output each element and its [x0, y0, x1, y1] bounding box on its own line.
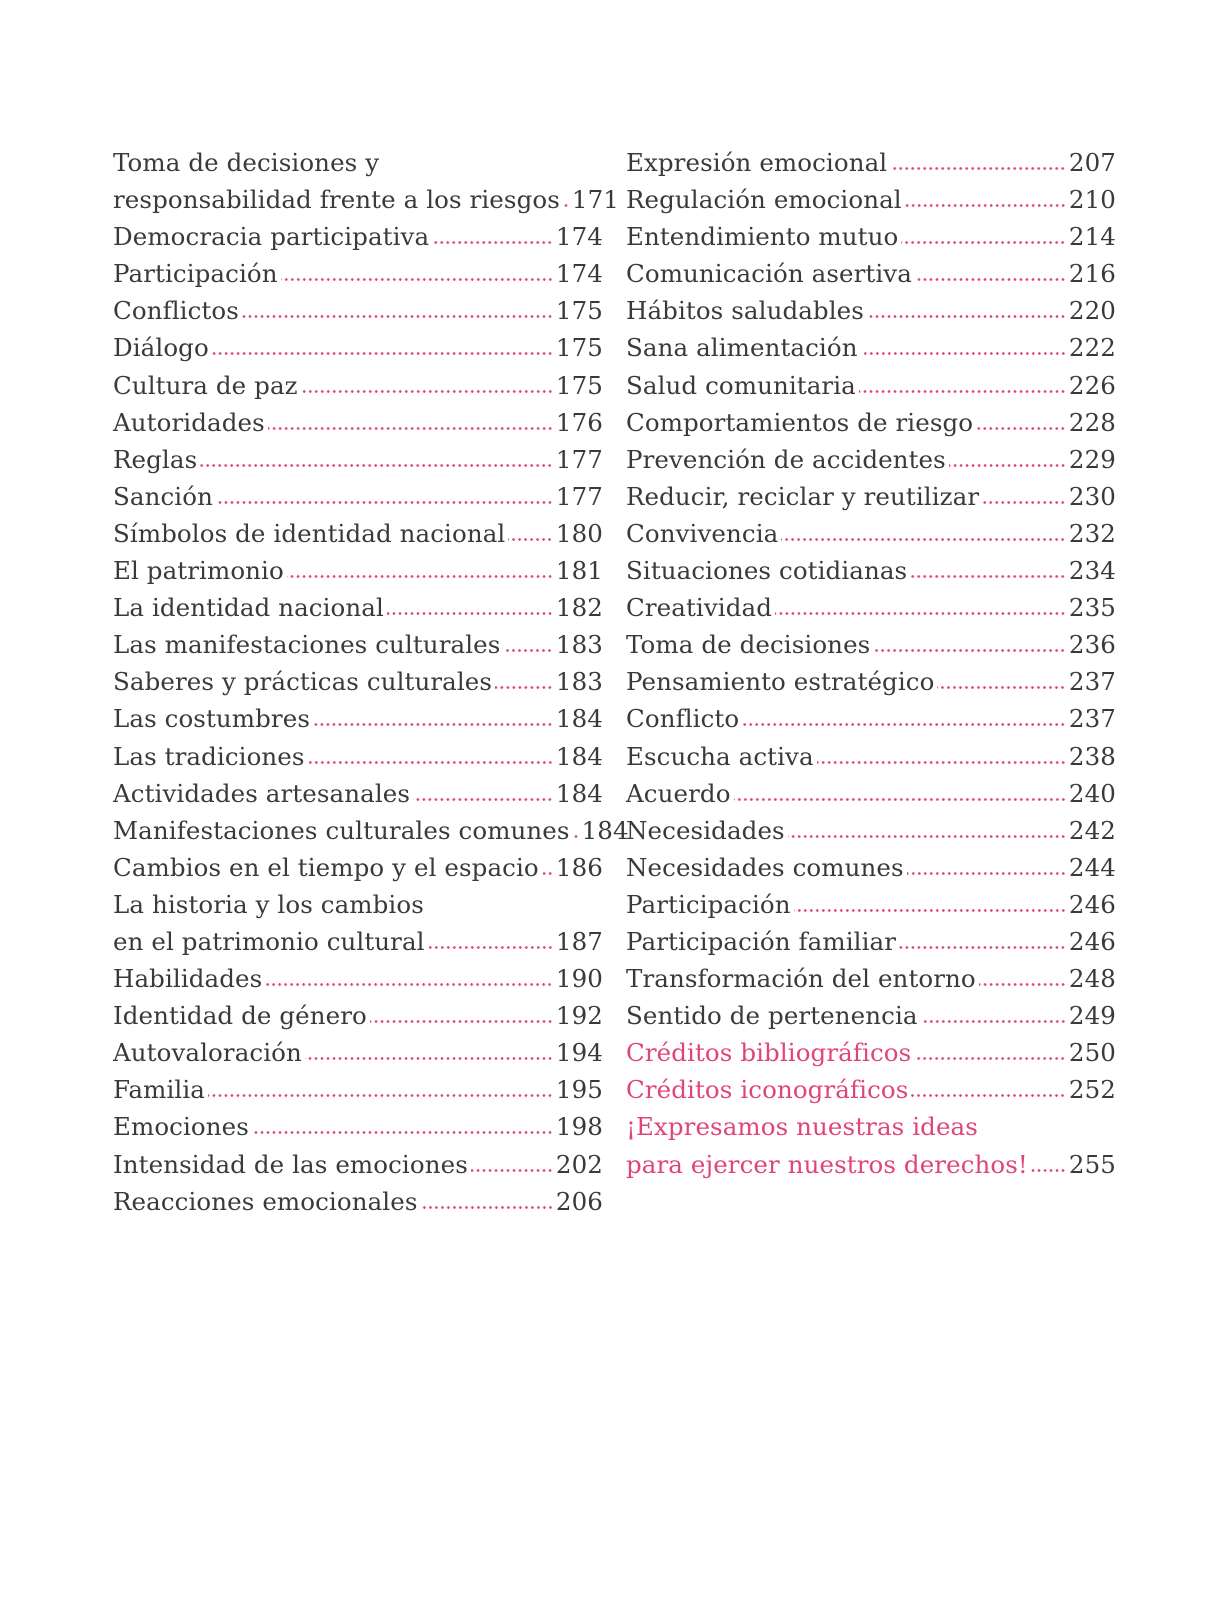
dot-leader [268, 427, 553, 430]
toc-entry-title: Democracia participativa [113, 222, 430, 252]
toc-entry-page: 214 [1068, 222, 1116, 252]
toc-entry-title: Las tradiciones [113, 741, 305, 771]
toc-entry-title: Cambios en el tiempo y el espacio [113, 852, 539, 882]
toc-entry-title: Autovaloración [113, 1038, 302, 1068]
toc-entry-title: Regulación emocional [626, 185, 902, 215]
toc-entry[interactable] [113, 408, 603, 445]
toc-entry-page: 184 [581, 815, 629, 845]
toc-entry-page: 248 [1068, 964, 1116, 994]
toc-entry-credits-iconographic[interactable] [626, 1075, 1116, 1112]
toc-entry[interactable] [113, 259, 603, 296]
toc-entry-title: Actividades artesanales [113, 778, 411, 808]
dot-leader [216, 501, 553, 504]
toc-entry-title: Créditos bibliográficos [626, 1038, 912, 1068]
toc-entry-page: 234 [1068, 556, 1116, 586]
toc-entry-page: 232 [1068, 518, 1116, 548]
dot-leader [503, 649, 553, 652]
toc-entry-page: 246 [1068, 926, 1116, 956]
toc-entry-page: 216 [1068, 259, 1116, 289]
toc-entry[interactable] [626, 1001, 1116, 1038]
dot-leader [563, 204, 569, 207]
dot-leader [573, 835, 579, 838]
toc-entry[interactable] [113, 333, 603, 370]
dot-leader [979, 983, 1066, 986]
toc-entry-title: Reducir, reciclar y reutilizar [626, 481, 980, 511]
dot-leader [428, 946, 553, 949]
dot-leader [432, 241, 553, 244]
toc-entry-page: 183 [555, 667, 603, 697]
dot-leader [301, 390, 553, 393]
toc-entry-page: 190 [555, 964, 603, 994]
dot-leader [542, 872, 553, 875]
toc-entry-page: 238 [1068, 741, 1116, 771]
toc-entry[interactable] [113, 482, 603, 519]
dot-leader [915, 278, 1066, 281]
toc-entry-title: Participación [113, 259, 278, 289]
toc-entry[interactable] [626, 779, 1116, 816]
toc-entry[interactable] [626, 333, 1116, 370]
toc-entry-page: 246 [1068, 889, 1116, 919]
toc-entry-title: Comportamientos de riesgo [626, 407, 974, 437]
toc-entry[interactable] [113, 927, 603, 964]
toc-entry[interactable] [113, 630, 603, 667]
toc-entry-expresamos-cont[interactable] [626, 1150, 1116, 1187]
toc-entry[interactable] [113, 1150, 603, 1187]
toc-entry-page: 174 [555, 259, 603, 289]
toc-entry-title: Creatividad [626, 593, 772, 623]
toc-entry[interactable] [626, 630, 1116, 667]
toc-entry-title: Emociones [113, 1112, 249, 1142]
dot-leader [508, 538, 553, 541]
toc-entry-title: Prevención de accidentes [626, 444, 946, 474]
toc-entry-title: ¡Expresamos nuestras ideas [626, 1112, 978, 1142]
toc-entry[interactable] [626, 222, 1116, 259]
toc-entry-title: Reglas [113, 444, 198, 474]
toc-entry-page: 175 [555, 370, 603, 400]
toc-entry-title: Saberes y prácticas culturales [113, 667, 493, 697]
dot-leader [734, 798, 1066, 801]
toc-entry[interactable] [626, 927, 1116, 964]
toc-entry-title: Salud comunitaria [626, 370, 856, 400]
toc-entry[interactable] [113, 1187, 603, 1224]
toc-entry[interactable] [113, 1112, 603, 1149]
toc-entry-page: 252 [1068, 1075, 1116, 1105]
dot-leader [281, 278, 553, 281]
dot-leader [471, 1169, 553, 1172]
toc-entry[interactable] [113, 445, 603, 482]
dot-leader [859, 390, 1066, 393]
toc-entry-title: Las manifestaciones culturales [113, 630, 501, 660]
toc-entry-page: 177 [555, 481, 603, 511]
toc-entry-title: Reacciones emocionales [113, 1186, 418, 1216]
toc-entry-page: 187 [555, 926, 603, 956]
toc-entry[interactable] [626, 556, 1116, 593]
toc-entry-page: 206 [555, 1186, 603, 1216]
dot-leader [907, 872, 1066, 875]
toc-entry-title: Identidad de género [113, 1001, 367, 1031]
toc-entry[interactable] [626, 890, 1116, 927]
toc-entry-title: El patrimonio [113, 556, 284, 586]
toc-entry-page: 242 [1068, 815, 1116, 845]
toc-entry-title: Intensidad de las emociones [113, 1149, 468, 1179]
toc-entry[interactable] [113, 519, 603, 556]
dot-leader [794, 909, 1066, 912]
dot-leader [899, 946, 1066, 949]
toc-entry-page: 195 [555, 1075, 603, 1105]
toc-entry[interactable] [626, 296, 1116, 333]
toc-entry-page: 222 [1068, 333, 1116, 363]
toc-entry-title: para ejercer nuestros derechos! [626, 1149, 1028, 1179]
dot-leader [976, 427, 1066, 430]
toc-entry-title: Autoridades [113, 407, 265, 437]
toc-entry-title: Las costumbres [113, 704, 311, 734]
toc-entry[interactable] [113, 704, 603, 741]
toc-entry-title: Manifestaciones culturales comunes [113, 815, 570, 845]
dot-leader [949, 464, 1066, 467]
toc-entry-page: 174 [555, 222, 603, 252]
dot-leader [817, 761, 1066, 764]
toc-entry[interactable] [113, 1001, 603, 1038]
dot-leader [212, 352, 553, 355]
toc-entry[interactable] [113, 779, 603, 816]
toc-entry-title: responsabilidad frente a los riesgos [113, 185, 560, 215]
toc-entry-page: 240 [1068, 778, 1116, 808]
toc-entry[interactable] [626, 482, 1116, 519]
dot-leader [901, 241, 1066, 244]
toc-entry[interactable] [113, 815, 629, 853]
toc-entry-title: Símbolos de identidad nacional [113, 518, 506, 548]
toc-entry-title: La historia y los cambios [113, 889, 424, 919]
dot-leader [775, 612, 1066, 615]
toc-entry[interactable] [113, 853, 603, 890]
toc-entry[interactable] [626, 667, 1116, 704]
toc-entry-page: 192 [555, 1001, 603, 1031]
toc-entry-page: 220 [1068, 296, 1116, 326]
dot-leader [413, 798, 553, 801]
toc-entry-page: 180 [555, 518, 603, 548]
toc-entry-page: 255 [1068, 1149, 1116, 1179]
toc-entry-credits-bibliographic[interactable] [626, 1038, 1116, 1075]
dot-leader [911, 1094, 1066, 1097]
toc-entry-title: Pensamiento estratégico [626, 667, 935, 697]
toc-entry-title: Expresión emocional [626, 148, 888, 177]
toc-entry-title: Sanción [113, 481, 213, 511]
toc-entry-page: 182 [555, 593, 603, 623]
toc-entry[interactable] [113, 742, 603, 779]
toc-entry-page: 176 [555, 407, 603, 437]
toc-entry-page: 186 [555, 852, 603, 882]
toc-entry[interactable] [113, 222, 603, 259]
toc-entry-page: 230 [1068, 481, 1116, 511]
toc-entry-title: Cultura de paz [113, 370, 298, 400]
toc-entry-title: Participación [626, 889, 791, 919]
toc-entry-page: 244 [1068, 852, 1116, 882]
dot-leader [313, 723, 553, 726]
toc-entry-title: en el patrimonio cultural [113, 926, 425, 956]
toc-entry[interactable] [113, 556, 603, 593]
toc-entry-page: 237 [1068, 667, 1116, 697]
toc-entry-title: Diálogo [113, 333, 209, 363]
toc-entry-title: La identidad nacional [113, 593, 384, 623]
toc-entry-page: 198 [555, 1112, 603, 1142]
dot-leader [921, 1020, 1066, 1023]
toc-entry-page: 228 [1068, 407, 1116, 437]
dot-leader [867, 315, 1066, 318]
dot-leader [788, 835, 1066, 838]
dot-leader [914, 1057, 1066, 1060]
toc-entry[interactable] [113, 1038, 603, 1075]
dot-leader [937, 686, 1065, 689]
toc-entry-page: 226 [1068, 370, 1116, 400]
dot-leader [905, 204, 1066, 207]
toc-entry[interactable] [113, 371, 603, 408]
dot-leader [910, 575, 1066, 578]
dot-leader [1031, 1169, 1066, 1172]
toc-entry[interactable] [626, 593, 1116, 630]
dot-leader [252, 1131, 553, 1134]
toc-entry[interactable] [626, 816, 1116, 853]
dot-leader [495, 686, 553, 689]
toc-entry[interactable] [113, 890, 603, 927]
dot-leader [370, 1020, 553, 1023]
toc-entry-page: 249 [1068, 1001, 1116, 1031]
toc-entry[interactable] [626, 704, 1116, 741]
toc-entry[interactable] [626, 853, 1116, 890]
toc-column-left [113, 148, 629, 1224]
toc-entry-title: Conflicto [626, 704, 740, 734]
toc-entry-page: 210 [1068, 185, 1116, 215]
toc-entry-page: 177 [555, 444, 603, 474]
toc-entry-title: Conflictos [113, 296, 239, 326]
toc-entry[interactable] [626, 742, 1116, 779]
toc-entry[interactable] [626, 519, 1116, 556]
toc-entry-title: Necesidades comunes [626, 852, 904, 882]
toc-entry-title: Convivencia [626, 518, 779, 548]
toc-entry[interactable] [626, 371, 1116, 408]
toc-entry[interactable] [113, 667, 603, 704]
toc-entry-title: Créditos iconográficos [626, 1075, 909, 1105]
toc-entry-page: 229 [1068, 444, 1116, 474]
dot-leader [308, 761, 553, 764]
toc-entry-title: Transformación del entorno [626, 964, 976, 994]
toc-entry[interactable] [626, 408, 1116, 445]
dot-leader [890, 167, 1066, 170]
toc-entry-page: 175 [555, 296, 603, 326]
toc-entry-page: 184 [555, 741, 603, 771]
toc-entry-title: Necesidades [626, 815, 785, 845]
dot-leader [982, 501, 1066, 504]
toc-entry-page: 202 [555, 1149, 603, 1179]
toc-entry-title: Situaciones cotidianas [626, 556, 908, 586]
toc-entry[interactable] [113, 148, 603, 185]
toc-entry-title: Comunicación asertiva [626, 259, 912, 289]
dot-leader [421, 1206, 553, 1209]
toc-entry-title: Participación familiar [626, 926, 897, 956]
toc-entry-page: 181 [555, 556, 603, 586]
toc-entry[interactable] [113, 964, 603, 1001]
toc-entry[interactable] [113, 593, 603, 630]
dot-leader [873, 649, 1066, 652]
toc-entry-page: 183 [555, 630, 603, 660]
toc-entry-page: 175 [555, 333, 603, 363]
toc-entry-page: 236 [1068, 630, 1116, 660]
toc-column-right [626, 148, 1116, 1187]
toc-entry-title: Acuerdo [626, 778, 731, 808]
toc-entry-title: Toma de decisiones [626, 630, 871, 660]
toc-entry-page: 184 [555, 704, 603, 734]
toc-entry[interactable] [113, 1075, 603, 1112]
toc-entry-title: Familia [113, 1075, 205, 1105]
dot-leader [305, 1057, 553, 1060]
toc-entry[interactable] [113, 185, 619, 222]
toc-entry[interactable] [626, 964, 1116, 1001]
toc-entry-expresamos[interactable] [626, 1112, 1116, 1149]
dot-leader [242, 315, 553, 318]
toc-entry-page: 237 [1068, 704, 1116, 734]
dot-leader [781, 538, 1066, 541]
toc-entry[interactable] [626, 148, 1116, 185]
dot-leader [861, 352, 1066, 355]
toc-entry-title: Toma de decisiones y [113, 148, 380, 177]
toc-entry-title: Hábitos saludables [626, 296, 864, 326]
toc-entry-page: 207 [1068, 148, 1116, 177]
toc-entry-page: 235 [1068, 593, 1116, 623]
toc-entry[interactable] [626, 259, 1116, 296]
toc-entry[interactable] [626, 185, 1116, 222]
toc-entry-page: 171 [571, 185, 619, 215]
toc-entry-title: Sana alimentación [626, 333, 858, 363]
dot-leader [208, 1094, 553, 1097]
toc-entry-page: 184 [555, 778, 603, 808]
dot-leader [287, 575, 553, 578]
toc-entry[interactable] [626, 445, 1116, 482]
toc-entry-title: Sentido de pertenencia [626, 1001, 918, 1031]
toc-entry-title: Habilidades [113, 964, 263, 994]
toc-entry-page: 194 [555, 1038, 603, 1068]
dot-leader [265, 983, 553, 986]
dot-leader [742, 723, 1066, 726]
toc-entry-title: Entendimiento mutuo [626, 222, 899, 252]
toc-entry-title: Escucha activa [626, 741, 814, 771]
dot-leader [387, 612, 553, 615]
dot-leader [200, 464, 553, 467]
toc-entry-page: 250 [1068, 1038, 1116, 1068]
toc-entry[interactable] [113, 296, 603, 333]
